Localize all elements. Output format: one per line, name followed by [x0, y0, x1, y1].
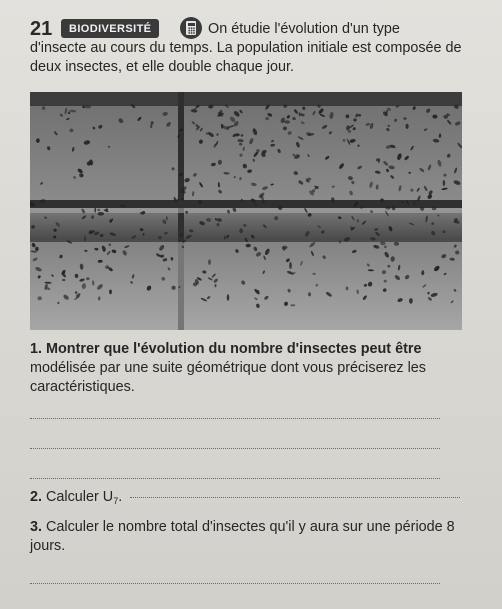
- question-2: [30, 488, 470, 511]
- exercise-intro: [30, 20, 470, 77]
- intro-text: d'insecte au cours du temps. La population initiale est composée de deux insectes, et elle double chaque jour.: [30, 40, 462, 75]
- answer-line-2: [30, 448, 440, 449]
- insect-speck: [290, 304, 295, 306]
- question-3: [30, 518, 470, 556]
- insect-speck: [409, 298, 413, 304]
- answer-line-3: [30, 478, 440, 479]
- insect-speck: [265, 117, 269, 120]
- exercise-number: 21: [30, 18, 53, 40]
- question-1-text: Montrer que l'évolution du nombre d'insectes peut être: [46, 341, 422, 357]
- theme-tag: BIODIVERSITÉ: [61, 19, 159, 38]
- insects-photo: [30, 92, 462, 330]
- question-1-number: 1.: [30, 341, 43, 357]
- question-2-prefix: Calculer U: [46, 489, 114, 505]
- question-2-subscript: 7: [113, 496, 119, 506]
- insect-speck: [143, 233, 145, 236]
- insect-speck: [289, 262, 292, 269]
- answer-line-5: [30, 583, 440, 584]
- insect-speck: [109, 219, 112, 223]
- question-1: [30, 340, 470, 397]
- insect-speck: [172, 286, 176, 290]
- question-2-suffix: .: [118, 489, 123, 505]
- insects-swarm-image: [30, 92, 462, 330]
- question-3-number: 3.: [30, 519, 43, 535]
- question-2-number: 2.: [30, 489, 43, 505]
- question-1-continuation: modélisée par une suite géométrique dont vous préciserez les caractéristiques.: [30, 360, 426, 395]
- insect-speck: [91, 215, 94, 219]
- answer-line-1: [30, 418, 440, 419]
- insect-speck: [109, 290, 112, 295]
- question-3-text: Calculer le nombre total d'insectes qu'il y aura sur une période 8 jours.: [30, 519, 455, 554]
- insect-speck: [432, 115, 437, 119]
- intro-line-1: On étudie l'évolution d'un type: [208, 21, 400, 37]
- answer-line-4: [130, 497, 460, 498]
